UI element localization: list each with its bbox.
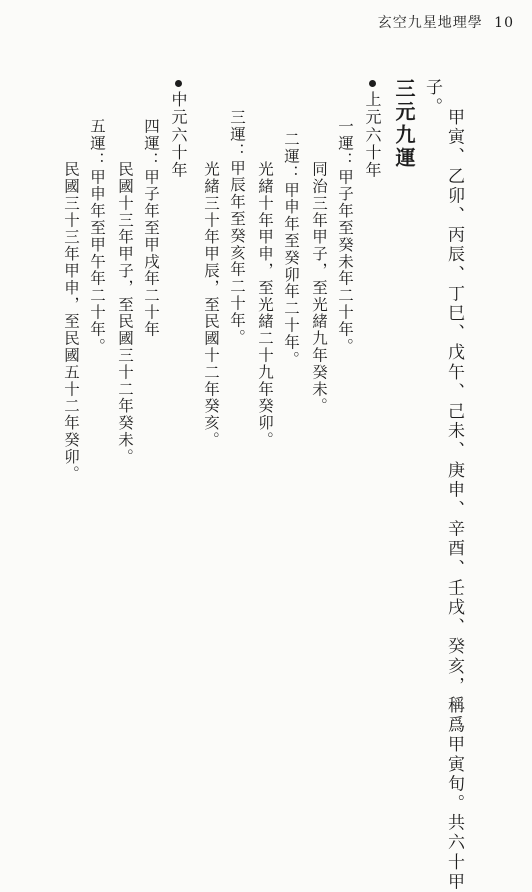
middle-cycle-heading <box>170 80 186 179</box>
yun-3-detail: 光緒三十年甲辰，至民國十二年癸亥。 <box>202 161 220 449</box>
middle-cycle-heading-text: 中元六十年 <box>169 91 188 179</box>
bullet-icon <box>363 80 382 91</box>
section-title: 三元九運 <box>392 78 416 170</box>
yun-5-label: 五運：甲申年至甲午年二十年。 <box>88 118 106 355</box>
upper-cycle-heading <box>364 80 380 179</box>
bullet-icon <box>169 80 188 91</box>
paragraph-line-1: 子。 <box>422 78 442 118</box>
page-number: 10 <box>494 15 514 31</box>
yun-1-label: 一運：甲子年至癸未年二十年。 <box>336 118 354 355</box>
running-header <box>378 12 514 32</box>
upper-cycle-heading-text: 上元六十年 <box>363 91 382 179</box>
yun-3-label: 三運：甲辰年至癸亥年二十年。 <box>228 109 246 346</box>
yun-4-label: 四運：甲子年至甲戌年二十年 <box>142 118 160 338</box>
paragraph-line-2: 甲寅、乙卯、丙辰、丁巳、戊午、己未、庚申、辛酉、壬戌、癸亥，稱爲甲寅旬。共六十甲 <box>444 108 464 892</box>
yun-4-detail: 民國十三年甲子，至民國三十二年癸未。 <box>116 161 134 466</box>
book-title: 玄空九星地理學 <box>377 15 483 31</box>
yun-2-detail: 光緒十年甲申，至光緒二十九年癸卯。 <box>256 161 274 449</box>
yun-2-label: 二運：甲申年至癸卯年二十年。 <box>282 131 300 368</box>
yun-5-detail: 民國三十三年甲申，至民國五十二年癸卯。 <box>62 161 80 483</box>
yun-1-detail: 同治三年甲子，至光緒九年癸未。 <box>310 161 328 415</box>
